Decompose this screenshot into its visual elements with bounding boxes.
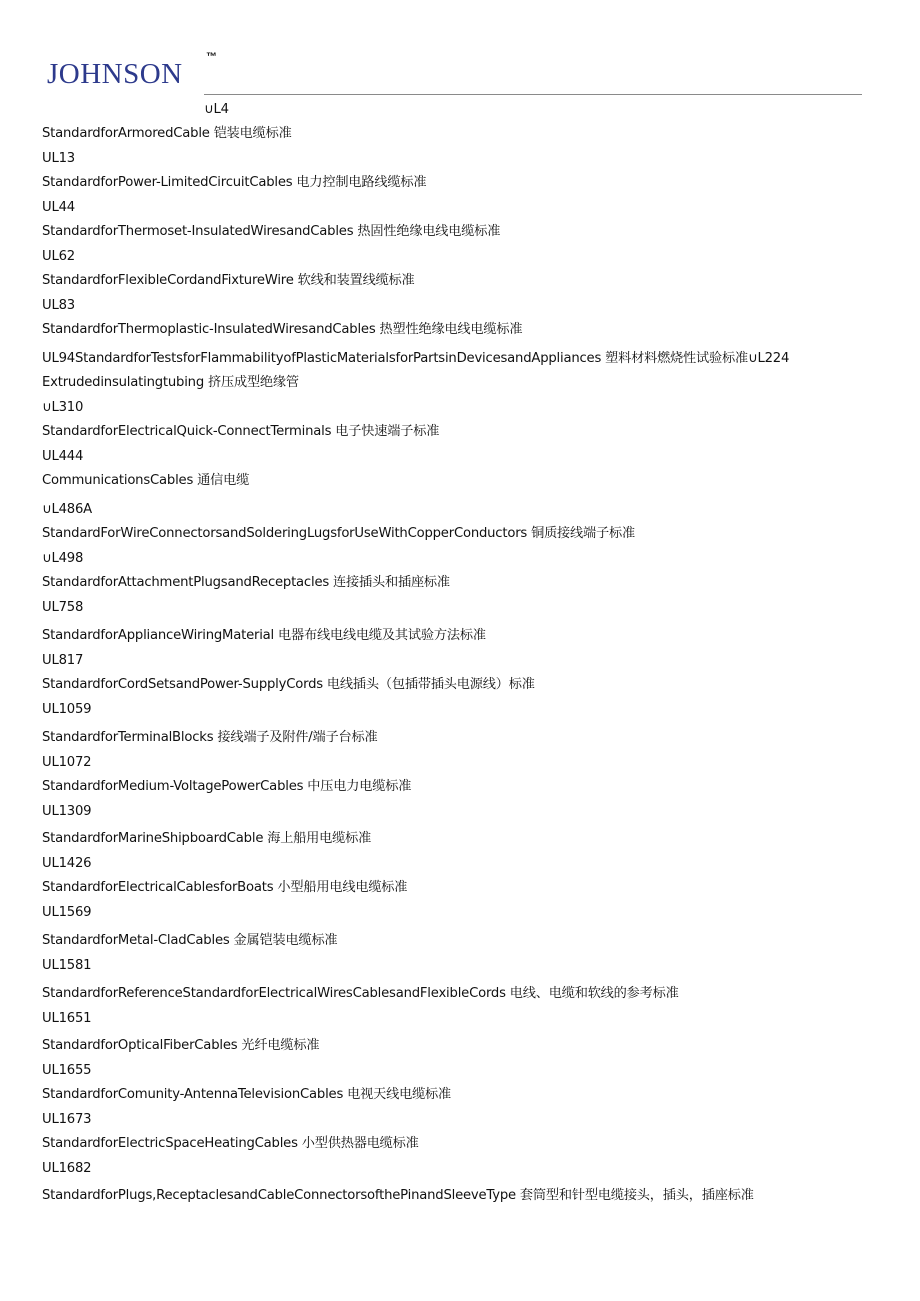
standard-code: UL1309 xyxy=(42,804,92,819)
standard-entry: StandardforMarineShipboardCable 海上船用电缆标准 xyxy=(42,831,372,846)
standard-code: UL1651 xyxy=(42,1011,92,1026)
document-header xyxy=(0,0,920,110)
standard-code: UL1426 xyxy=(42,856,92,871)
standard-entry: StandardforFlexibleCordandFixtureWire 软线和装置线缆标准 xyxy=(42,273,415,288)
trademark-symbol: ™ xyxy=(206,51,217,63)
standard-code: ∪L310 xyxy=(42,400,84,415)
standard-entry: StandardforApplianceWiringMaterial 电器布线电线电缆及其试验方法标准 xyxy=(42,628,486,643)
standard-code: UL817 xyxy=(42,653,84,668)
standard-entry: StandardforAttachmentPlugsandReceptacles 连接插头和插座标准 xyxy=(42,575,450,590)
standard-entry: StandardforElectricalQuick-ConnectTerminals 电子快速端子标准 xyxy=(42,424,440,439)
standard-entry: StandardforComunity-AntennaTelevisionCables 电视天线电缆标准 xyxy=(42,1087,452,1102)
standard-code: UL758 xyxy=(42,600,84,615)
standard-code: UL44 xyxy=(42,200,75,215)
standard-entry: StandardforThermoset-InsulatedWiresandCables 热固性绝缘电线电缆标准 xyxy=(42,224,501,239)
standard-entry: CommunicationsCables 通信电缆 xyxy=(42,473,250,488)
standard-entry: StandardforElectricalCablesforBoats 小型船用电线电缆标准 xyxy=(42,880,408,895)
standard-code: UL1673 xyxy=(42,1112,92,1127)
standard-code: UL1569 xyxy=(42,905,92,920)
standard-entry: StandardforArmoredCable 铠装电缆标准 xyxy=(42,126,292,141)
company-logo: JOHNSON xyxy=(47,58,183,90)
standard-code: ∪L498 xyxy=(42,551,84,566)
standard-entry: UL94StandardforTestsforFlammabilityofPlasticMaterialsforPartsinDevicesandAppliances 塑料材料燃烧性试验标准∪L224 xyxy=(42,351,790,366)
standard-entry: StandardforCordSetsandPower-SupplyCords 电线插头（包插带插头电源线）标准 xyxy=(42,677,535,692)
standard-entry: StandardforThermoplastic-InsulatedWiresandCables 热塑性绝缘电线电缆标准 xyxy=(42,322,523,337)
standard-code: ∪L4 xyxy=(204,102,229,117)
standard-code: UL83 xyxy=(42,298,75,313)
standard-entry: StandardForWireConnectorsandSolderingLugsforUseWithCopperConductors 铜质接线端子标准 xyxy=(42,526,635,541)
standard-entry: StandardforMedium-VoltagePowerCables 中压电力电缆标准 xyxy=(42,779,412,794)
standard-code: UL62 xyxy=(42,249,75,264)
standard-code: UL444 xyxy=(42,449,84,464)
standard-entry: Extrudedinsulatingtubing 挤压成型绝缘管 xyxy=(42,375,299,390)
standard-entry: StandardforTerminalBlocks 接线端子及附件/端子台标准 xyxy=(42,730,378,745)
header-divider xyxy=(204,94,862,95)
standard-code: UL1581 xyxy=(42,958,92,973)
standard-code: ∪L486A xyxy=(42,502,92,517)
standard-code: UL1655 xyxy=(42,1063,92,1078)
standard-entry: StandardforReferenceStandardforElectricalWiresCablesandFlexibleCords 电线、电缆和软线的参考标准 xyxy=(42,986,679,1001)
standard-entry: StandardforPower-LimitedCircuitCables 电力控制电路线缆标准 xyxy=(42,175,427,190)
standard-code: UL13 xyxy=(42,151,75,166)
standard-entry: StandardforMetal-CladCables 金属铠装电缆标准 xyxy=(42,933,338,948)
standard-code: UL1059 xyxy=(42,702,92,717)
standard-entry: StandardforOpticalFiberCables 光纤电缆标准 xyxy=(42,1038,320,1053)
standard-code: UL1072 xyxy=(42,755,92,770)
standard-entry: StandardforElectricSpaceHeatingCables 小型供热器电缆标准 xyxy=(42,1136,419,1151)
standard-code: UL1682 xyxy=(42,1161,92,1176)
standard-entry: StandardforPlugs,ReceptaclesandCableConnectorsofthePinandSleeveType 套筒型和针型电缆接头，插头，插座标准 xyxy=(42,1188,754,1203)
